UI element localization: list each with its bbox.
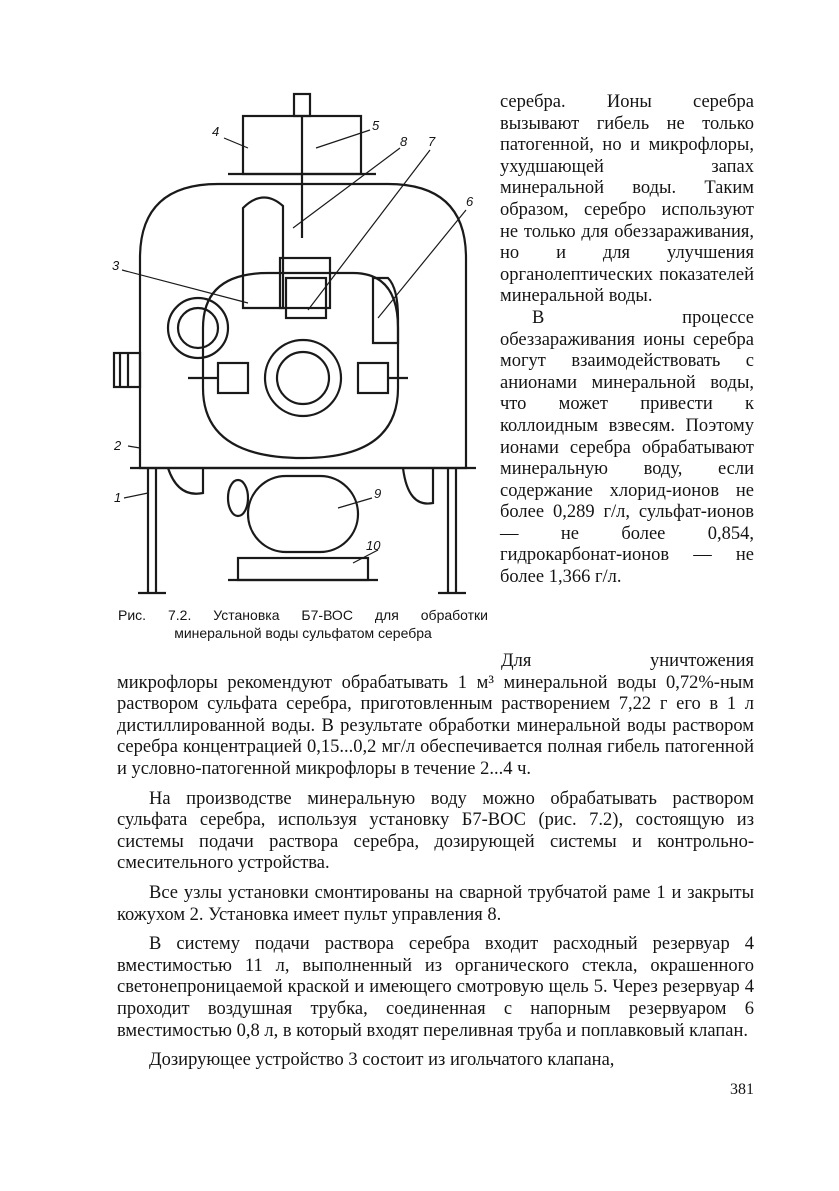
figure-caption xyxy=(118,606,488,642)
reservoir-cap xyxy=(294,94,310,116)
label-1: 1 xyxy=(114,490,122,505)
figure-installation-drawing xyxy=(108,88,488,608)
base-10 xyxy=(238,558,368,580)
label-5: 5 xyxy=(372,118,380,133)
panel-8 xyxy=(243,197,283,308)
paragraph-disinfection-process: В процессе обеззараживания ионы серебра могут взаимодействовать с анионами минеральной воды, что может привести к коллоидным взвесям. Поэтому ионами серебра обрабатывают минеральную воду, если содержание хлорид-ионов не более 0,289 г/л, сульфат-ионов — не более 0,854, гидрокарбонат-ионов — не более 1,366 г/л. xyxy=(500,307,754,588)
technical-drawing xyxy=(108,88,488,608)
paragraph-dosing-device: Дозирующее устройство 3 состоит из игольчатого клапана, xyxy=(149,1050,615,1071)
paragraph-silver-ions: серебра. Ионы серебра вызывают гибель не только патогенной, но и микрофлоры, ухудшающей запах минеральной воды. Таким образом, серебро используют не только для обеззараживания, но и для улучшения органолептических показателей минеральной воды. xyxy=(500,92,754,307)
pressure-tank-6 xyxy=(286,278,326,318)
label-9: 9 xyxy=(374,486,382,501)
paragraph-production: На производстве минеральную воду можно обрабатывать раствором сульфата серебра, используя установку Б7-ВОС (рис. 7.2), состоящую из системы подачи раствора серебра, дозирующей системы и контрольно-смесительного устройства. xyxy=(117,788,754,874)
label-3: 3 xyxy=(112,258,120,273)
label-6: 6 xyxy=(466,194,474,209)
label-10: 10 xyxy=(366,538,381,553)
paragraph-microflora-rest: микрофлоры рекомендуют обрабатывать 1 м³ минеральной воды 0,72%-ным раствором сульфата серебра, приготовленным растворением 7,22 г его в 1 л дистиллированной воды. В результате обработки минеральной воды раствором серебра концентрацией 0,15...0,2 мг/л обеспечивается полная гибель патогенной и условно-патогенной микрофлоры в течение 2...4 ч. xyxy=(117,672,754,779)
paragraph-lead: Для уничтожения xyxy=(501,651,754,671)
paragraph-units: Все узлы установки смонтированы на сварной трубчатой раме 1 и закрыты кожухом 2. Установка имеет пульт управления 8. xyxy=(117,882,754,925)
caption-text: Рис. 7.2. Установка Б7-ВОС для обработки минеральной воды сульфатом серебра xyxy=(118,607,488,641)
paragraph-supply-system: В систему подачи раствора серебра входит расходный резервуар 4 вместимостью 11 л, выполненный из органического стекла, окрашенного светонепроницаемой краской и имеющего смотровую щель 5. Через резервуар 4 проходит воздушная трубка, соединенная с напорным резервуаром 6 вместимостью 0,8 л, в который входят переливная труба и поплавковый клапан. xyxy=(117,934,754,1041)
side-text-column xyxy=(500,92,754,589)
page-number: 381 xyxy=(730,1081,754,1098)
label-8: 8 xyxy=(400,134,408,149)
paragraph-microflora xyxy=(117,651,754,781)
label-2: 2 xyxy=(114,438,122,453)
label-7: 7 xyxy=(428,134,436,149)
tank-9 xyxy=(248,476,358,552)
label-4: 4 xyxy=(212,124,220,139)
main-text xyxy=(117,651,754,1080)
